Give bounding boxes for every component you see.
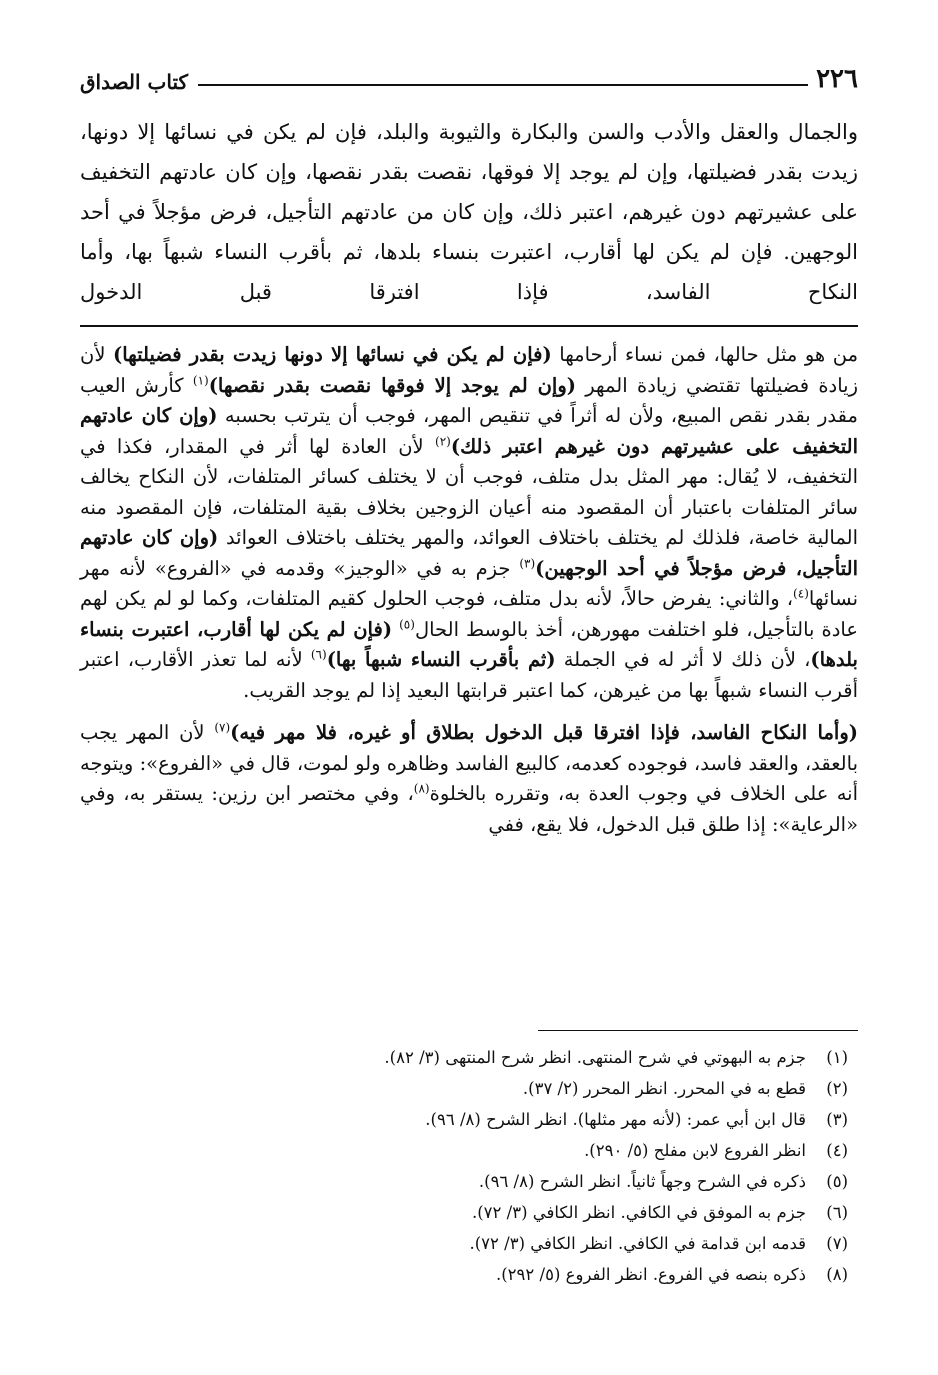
footnote-text: جزم به الموفق في الكافي. انظر الكافي (٣/ ٧٢). — [471, 1203, 806, 1222]
commentary-text: لأن زيادة فضيلتها تقتضي زيادة المهر — [80, 343, 859, 397]
footnote-item — [108, 1259, 848, 1290]
quoted-text: (وأما النكاح الفاسد، فإذا افترقا قبل الدخول بطلاق أو غيره، فلا مهر فيه) — [230, 721, 858, 744]
footnote-ref[interactable]: (٦) — [310, 647, 327, 662]
main-text-paragraph: والجمال والعقل والأدب والسن والبكارة والثيوبة والبلد، فإن لم يكن في نسائها إلا دونها، زيدت بقدر فضيلتها، وإن لم يوجد إلا فوقها، نقصت بقدر نقصها، وإن كان عادتهم التخفيف على عشيرتهم دون غيرهم، اعتبر ذلك، وإن كان من عادتهم التأجيل، فرض مؤجلاً في أحد الوجهين. فإن لم يكن لها أقارب، اعتبرت بنساء بلدها، ثم بأقرب النساء شبهاً بها، وأما النكاح الفاسد، فإذا افترقا قبل الدخول — [80, 120, 858, 304]
footnote-ref[interactable]: (٥) — [399, 617, 415, 631]
footnote-item — [108, 1197, 848, 1228]
footnote-number: (٥) — [826, 1172, 848, 1191]
quoted-text: (فإن لم يكن في نسائها إلا دونها زيدت بقدر فضيلتها) — [113, 343, 552, 366]
footnote-item — [108, 1135, 848, 1166]
quoted-text: (ثم بأقرب النساء شبهاً بها) — [326, 648, 556, 671]
footnote-text: ذكره بنصه في الفروع. انظر الفروع (٥/ ٢٩٢). — [495, 1265, 806, 1284]
commentary-text: ، والثاني: يفرض حالاً، لأنه بدل متلف، فوجب الحلول كقيم المتلفات، وكما لو لم يكن لهم عادة بالتأجيل، فلو اختلفت مهورهن، أخذ بالوسط الحال — [80, 587, 858, 641]
footnote-item — [108, 1228, 848, 1259]
header-rule — [198, 84, 808, 86]
footnote-text: ذكره في الشرح وجهاً ثانياً. انظر الشرح (٨/ ٩٦). — [478, 1172, 806, 1191]
footnote-number: (٦) — [826, 1203, 848, 1222]
footnote-number: (٤) — [826, 1141, 848, 1160]
page-header — [80, 52, 858, 92]
commentary-text: ، وفي مختصر ابن رزين: يستقر به، وفي «الرعاية»: إذا طلق قبل الدخول، فلا يقع، ففي — [80, 782, 858, 836]
commentary-paragraph-2 — [80, 718, 858, 840]
footnotes-list — [108, 1042, 848, 1290]
commentary-text: من هو مثل حالها، فمن نساء أرحامها — [551, 343, 859, 366]
footnote-item — [108, 1042, 848, 1073]
commentary-text: جزم به في «الوجيز» وقدمه في «الفروع» لأنه مهر نسائها — [80, 556, 858, 610]
commentary-text: لأن العادة لها أثر في المقدار، فكذا في التخفيف، لا يُقال: مهر المثل بدل متلف، فوجب أن لا يختلف كسائر المتلفات، لأن النكاح يخالف سائر المتلفات باعتبار أن المقصود منه أعيان الزوجين بخلاف بقية المتلفات، فإن المقصود منه المالية خاصة، فلذلك لم يختلف باختلاف العوائد، والمهر يختلف باختلاف العوائد — [80, 434, 858, 549]
footnote-ref[interactable]: (٨) — [413, 781, 430, 796]
quoted-text: (وإن كان عادتهم التخفيف على عشيرتهم دون غيرهم اعتبر ذلك) — [80, 404, 858, 458]
quoted-text: (فإن لم يكن لها أقارب، اعتبرت بنساء بلدها) — [80, 617, 858, 671]
commentary-text: كأرش العيب مقدر بقدر نقص المبيع، ولأن له أثراً في تنقيص المهر، فوجب أن يترتب بحسبه — [80, 373, 858, 427]
commentary-text: ، لأن ذلك لا أثر له في الجملة — [555, 648, 811, 671]
footnote-separator — [538, 1030, 858, 1031]
footnote-item — [108, 1104, 848, 1135]
footnote-item — [108, 1073, 848, 1104]
footnote-text: قال ابن أبي عمر: (لأنه مهر مثلها). انظر الشرح (٨/ ٩٦). — [425, 1110, 806, 1129]
footnote-number: (٧) — [826, 1234, 848, 1253]
footnote-ref[interactable]: (٤) — [793, 586, 809, 601]
footnote-ref[interactable]: (٣) — [519, 556, 536, 570]
footnote-number: (٣) — [826, 1110, 848, 1129]
footnote-text: قدمه ابن قدامة في الكافي. انظر الكافي (٣/ ٧٢). — [469, 1234, 806, 1253]
page-number: ٢٢٦ — [816, 64, 858, 94]
commentary-paragraph-1 — [80, 340, 858, 706]
footnote-text: قطع به في المحرر. انظر المحرر (٢/ ٣٧). — [522, 1079, 806, 1098]
text-separator — [80, 325, 858, 327]
main-text — [80, 112, 858, 312]
footnote-number: (٢) — [826, 1079, 848, 1098]
footnote-number: (١) — [826, 1048, 848, 1067]
footnote-ref[interactable]: (١) — [192, 373, 209, 387]
commentary-text: لأن المهر يجب بالعقد، والعقد فاسد، فوجوده كعدمه، كالبيع الفاسد وظاهره ولو لموت، قال في «الفروع»: ويتوجه أنه على الخلاف في وجوب العدة به، وتقرره بالخلوة — [80, 721, 858, 805]
footnote-ref[interactable]: (٢) — [435, 434, 451, 448]
footnote-item — [108, 1166, 848, 1197]
footnote-text: جزم به البهوتي في شرح المنتهى. انظر شرح المنتهى (٣/ ٨٢). — [384, 1048, 806, 1067]
footnote-text: انظر الفروع لابن مفلح (٥/ ٢٩٠). — [584, 1141, 806, 1160]
quoted-text: (وإن لم يوجد إلا فوقها نقصت بقدر نقصها) — [208, 373, 576, 397]
footnote-number: (٨) — [826, 1265, 848, 1284]
commentary-text: لأنه لما تعذر الأقارب، اعتبر أقرب النساء شبهاً بها من غيرهن، كما اعتبر قرابتها البعيد إذا لم يوجد القريب. — [80, 648, 858, 702]
quoted-text: (وإن كان عادتهم التأجيل، فرض مؤجلاً في أحد الوجهين) — [80, 526, 858, 580]
commentary — [80, 340, 858, 840]
footnote-ref[interactable]: (٧) — [214, 720, 231, 735]
book-title: كتاب الصداق — [80, 70, 189, 94]
